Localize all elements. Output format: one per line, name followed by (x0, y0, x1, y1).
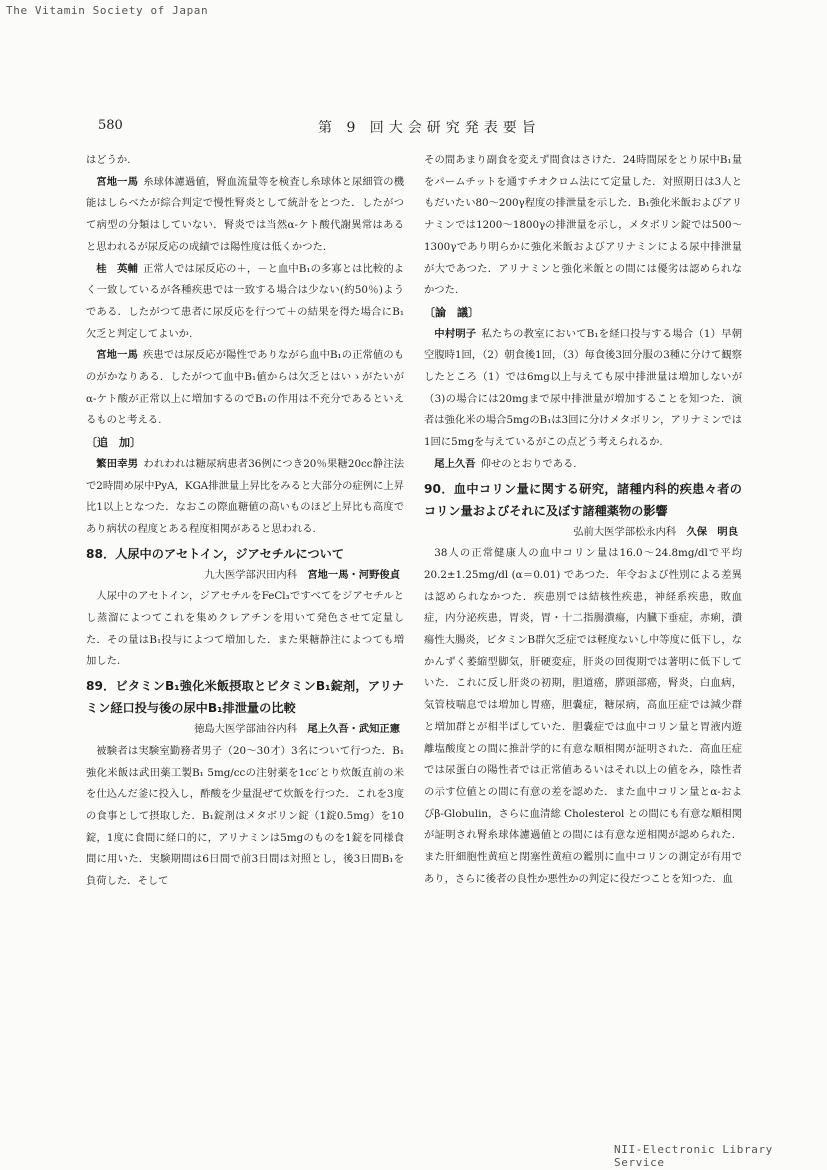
speaker-name: 宮地一馬 (96, 349, 138, 362)
running-title: 第 9 回大会研究発表要旨 (318, 120, 541, 136)
paragraph (424, 324, 742, 454)
abstract-title: 90．血中コリン量に関する研究，諸種内科的疾患々者のコリン量およびそれに及ぼす諸種薬物の影響 (424, 481, 742, 518)
abstract-title: 89．ビタミンB₁強化米飯摂取とビタミンB₁錠剤，アリナミン経口投与後の尿中B₁排泄量の比較 (86, 679, 404, 716)
paragraph (86, 741, 404, 893)
author-affiliation (424, 522, 742, 544)
page-number: 580 (98, 118, 123, 133)
footer-service: NII-Electronic Library Service (614, 1143, 773, 1169)
author-affiliation (86, 719, 404, 741)
paragraph-text: 仰せのとおりである. (480, 457, 577, 470)
author-names: 尾上久吾・武知正憲 (307, 723, 400, 736)
paragraph (86, 150, 404, 172)
paragraph-text: 被験者は実験室勤務者男子（20～30才）3名について行つた．B₁強化米飯は武田薬工製B₁ 5mg/ccの注射薬を1cc′とり炊飯直前の米を仕込んだ釜に投入し，酢酸を少量混ぜて炊飯を行つた．これを3度の食事として摂取した．B₁錠剤はメタボリン錠（1錠0.5mg）を10錠，1度に食間に経口的に，アリナミンは5mgのものを1錠を同様食間に用いた．実験期間は6日間で前3日間は対照とし，後3日間B₁を負荷した．そして (86, 744, 404, 888)
right-column (424, 150, 742, 891)
paragraph (86, 586, 404, 673)
author-names: 宮地一馬・河野俊貞 (307, 568, 400, 581)
paragraph-text: われわれは糖尿病患者36例につき20％果糖20cc静注法で2時間め尿中PyA，KGA排泄量上昇比をみると大部分の症例に上昇比1以上となつた．なおこの際血糖値の高いものほど上昇比も高度であり病状の程度とある程度相関があると思われる. (86, 457, 405, 535)
paragraph-text: はどうか. (86, 154, 131, 166)
left-column (86, 150, 404, 893)
paragraph-text: 私たちの教室においてB₁を経口投与する場合（1）早朝空腹時1回，（2）朝食後1回，（3）毎食後3回分服の3種に分けて観察したところ（1）では6mg以上与えても尿中排泄量は増加しないが（3)の場合には20mgまで尿中排泄量が増加することを知つた．演者は強化米の場合5mgのB₁は3回に分けメタボリン，アリナミンでは1回に5mgを与えているがこの点どう考えられるか. (424, 327, 743, 449)
speaker-name: 繁田幸男 (96, 457, 139, 470)
society-watermark: The Vitamin Society of Japan (6, 4, 209, 17)
author-names: 久保 明良 (686, 525, 738, 538)
paragraph (424, 543, 742, 890)
paragraph-text: 糸球体濾過値，腎血流量等を検査し糸球体と尿細管の機能はしらべたが綜合判定で慢性腎炎として統計をとつた．したがつて病型の分類はしていない．腎炎では当然α-ケト酸代謝異常はあると思われるが尿反応の成績では陽性度は低くかつた． (86, 175, 405, 253)
paragraph (86, 259, 404, 346)
author-affiliation (86, 565, 404, 587)
abstract-title: 88．人尿中のアセトイン，ジアセチルについて (86, 546, 345, 561)
speaker-name: 中村明子 (434, 327, 477, 340)
affiliation-name: 九大医学部沢田内科 (204, 568, 298, 581)
paragraph (86, 454, 404, 541)
paragraph (424, 150, 742, 302)
speaker-name: 桂 英輔 (96, 262, 138, 275)
speaker-name: 尾上久吾 (434, 457, 476, 470)
paragraph (86, 172, 404, 259)
affiliation-name: 弘前大医学部松永内科 (573, 525, 677, 538)
paragraph (424, 454, 742, 476)
speaker-name: 宮地一馬 (96, 175, 139, 188)
section-heading: 〔論 議〕 (424, 305, 479, 319)
paragraph-text: 疾患では尿反応が陽性でありながら血中B₁の正常値のものがかなりある．したがつて血中B₁値からは欠乏とはいゝがたいがα-ケト酸が正常以上に増加するのでB₁の作用は不充分であるといえるものと考える. (86, 349, 405, 427)
affiliation-name: 徳島大医学部油谷内科 (194, 723, 298, 736)
section-heading: 〔追 加〕 (86, 436, 141, 450)
paragraph (86, 345, 404, 432)
paragraph-text: 38人の正常健康人の血中コリン量は16.0～24.8mg/dlで平均20.2±1.25mg/dl (α＝0.01) であつた．年令および性別による差異は認められなかつた．疾患別では結核性疾患，神経系疾患，敗血症，内分泌疾患，胃炎，胃・十二指腸潰瘍，内臓下垂症，赤痢，潰瘍性大腸炎，ビタミンB群欠乏症では軽度ないし中等度に低下し，なかんずく萎縮型脚気，肝硬変症，肝炎の回復期では著明に低下していた．これに反し肝炎の初期，胆道癌，膵頭部癌，腎炎，白血病，気管枝喘息では増加し胃癌，胆嚢症，糖尿病，高血圧症では減少群と増加群とが相半ばしていた．胆嚢症では血中コリン量と胃液内遊離塩酸度との間に推計学的に有意な順相関が証明された．高血圧症では尿蛋白の陽性者では正常値あるいはそれ以上の値をみ，陰性者の示す位値との間に有意の差を認めた．また血中コリン量とα-およびβ-Globulin，さらに血清総 Cholesterol との間にも有意な順相関が証明され腎糸球体濾過値との間には有意な逆相関が認められた．また肝細胞性黄疸と閉塞性黄疸の鑑別に血中コリンの測定が有用であり，さらに後者の良性か悪性かの判定に役だつことを知つた．血 (424, 547, 742, 885)
paragraph-text: 人尿中のアセトイン，ジアセチルをFeCl₃ですべてをジアセチルとし蒸溜によつてこれを集めクレアチンを用いて発色させて定量した．その量はB₁投与によつて増加した．また果糖静注によつても増加した. (86, 590, 404, 668)
paragraph-text: その間あまり副食を変えず間食はさけた．24時間尿をとり尿中B₁量をパームチットを通すチオクロム法にて定量した．対照期日は3人ともだいたい80～200γ程度の排泄量を示した．B₁強化米飯およびアリナミンでは1200～1800γの排泄量を示し，メタボリン錠では500～1300γであり明らかに強化米飯およびアリナミンによる尿中排泄量が大であつた．アリナミンと強化米飯との間には優劣は認められなかつた. (424, 154, 742, 297)
paragraph-text: 正常人では尿反応の＋，－と血中B₁の多寡とは比較的よく一致しているが各種疾患では一致する場合は少ない(約50％)ようである．したがつて患者に尿反応を行つて＋の結果を得た場合にB₁欠乏と判定してよいか. (86, 262, 405, 340)
